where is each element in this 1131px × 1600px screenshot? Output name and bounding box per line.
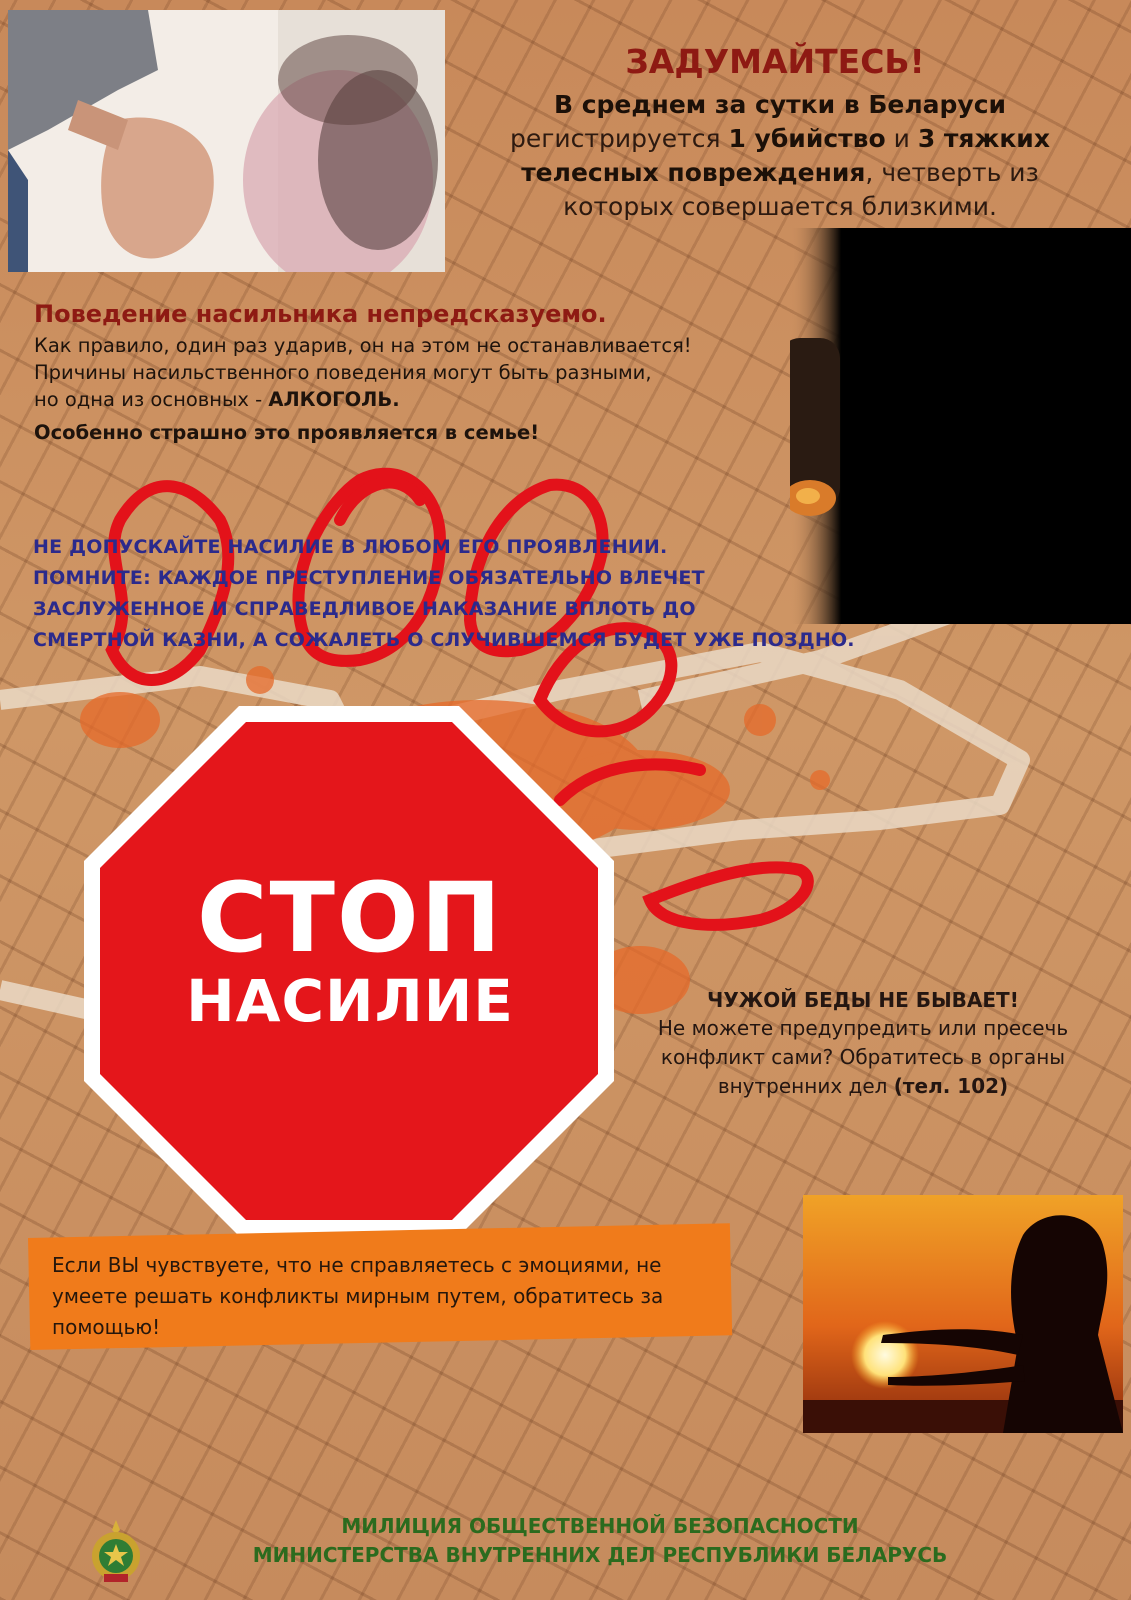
abuser-line-3-prefix: но одна из основных - — [34, 388, 269, 411]
help-body-text: Не можете предупредить или пресечь конфликт сами? Обратитесь в органы внутренних дел — [657, 1016, 1069, 1098]
help-body — [618, 1014, 1108, 1101]
photo-fist-woman — [8, 10, 445, 272]
abuser-line-1: Как правило, один раз ударив, он на этом не останавливается! — [34, 334, 692, 357]
warning-line: СМЕРТНОЙ КАЗНИ, А СОЖАЛЕТЬ О СЛУЧИВШЕМСЯ БУДЕТ УЖЕ ПОЗДНО. — [33, 629, 855, 651]
statistics-text — [470, 88, 1090, 224]
stats-part1: регистрируется — [510, 124, 729, 153]
warning-line: ЗАСЛУЖЕННОЕ И СПРАВЕДЛИВОЕ НАКАЗАНИЕ ВПЛОТЬ ДО — [33, 598, 696, 620]
stats-lead: В среднем за сутки в Беларуси — [553, 90, 1007, 119]
help-section — [618, 986, 1108, 1101]
stop-sign-text — [110, 862, 590, 1036]
fist-woman-photo-art — [8, 10, 445, 272]
abuser-section — [34, 300, 834, 446]
woman-sun-photo-art — [803, 1195, 1123, 1433]
think-title: ЗАДУМАЙТЕСЬ! — [625, 42, 925, 81]
self-help-text: Если ВЫ чувствуете, что не справляетесь с эмоциями, не умеете решать конфликты мирным путем, обратитесь за помощью! — [52, 1253, 664, 1339]
help-title: ЧУЖОЙ БЕДЫ НЕ БЫВАЕТ! — [707, 988, 1019, 1012]
police-phone: (тел. 102) — [893, 1074, 1009, 1098]
footer-line-1: МИЛИЦИЯ ОБЩЕСТВЕННОЙ БЕЗОПАСНОСТИ — [341, 1514, 859, 1538]
footer-organization — [140, 1512, 1060, 1570]
warning-line: НЕ ДОПУСКАЙТЕ НАСИЛИЕ В ЛЮБОМ ЕГО ПРОЯВЛЕНИИ. — [33, 536, 668, 558]
stop-word: СТОП — [197, 862, 503, 974]
abuser-title: Поведение насильника непредсказуемо. — [34, 300, 607, 328]
stats-part2: , четверть из которых совершается близкими. — [563, 158, 1039, 221]
stats-injuries: 3 тяжких телесных повреждения — [521, 124, 1050, 187]
warning-line: ПОМНИТЕ: КАЖДОЕ ПРЕСТУПЛЕНИЕ ОБЯЗАТЕЛЬНО ВЛЕЧЕТ — [33, 567, 705, 589]
militia-emblem-icon — [88, 1518, 144, 1588]
violence-warning — [33, 532, 1093, 656]
stop-subtitle: НАСИЛИЕ — [186, 967, 514, 1035]
footer-line-2: МИНИСТЕРСТВА ВНУТРЕННИХ ДЕЛ РЕСПУБЛИКИ БЕЛАРУСЬ — [252, 1543, 948, 1567]
family-warning: Особенно страшно это проявляется в семье! — [34, 421, 540, 444]
photo-woman-sun — [803, 1195, 1123, 1433]
abuser-line-3 — [34, 386, 834, 413]
abuser-line-2: Причины насильственного поведения могут быть разными, — [34, 361, 652, 384]
alcohol-word: АЛКОГОЛЬ. — [268, 388, 400, 411]
stats-and: и — [885, 124, 918, 153]
stats-murder: 1 убийство — [728, 124, 886, 153]
